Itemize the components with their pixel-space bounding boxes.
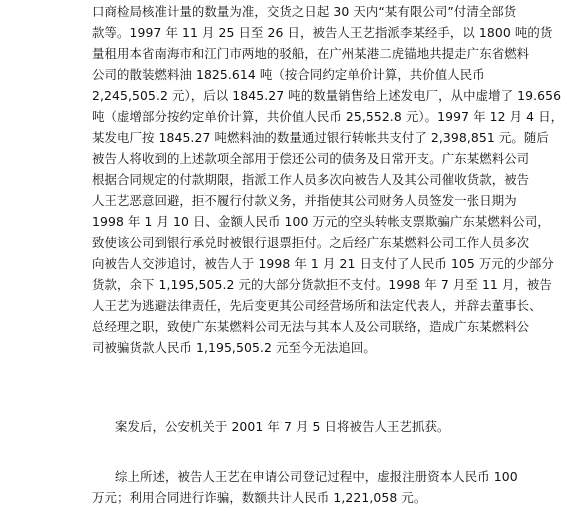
text-line: 根据合同规定的付款期限，指派工作人员多次向被告人及其公司催收货款，被告 (92, 172, 530, 187)
text-line: 致使该公司到银行承兑时被银行退票拒付。之后经广东某燃料公司工作人员多次 (92, 235, 530, 250)
text-line: 向被告人交涉追讨，被告人于 1998 年 1 月 21 日支付了人民币 105 万元的少部分 (92, 256, 554, 271)
text-line: 被告人将收到的上述款项全部用于偿还公司的债务及日常开支。广东某燃料公司 (92, 151, 530, 166)
text-line: 总经理之职，致使广东某燃料公司无法与其本人及公司联络，造成广东某燃料公 (92, 319, 530, 334)
text-line: 万元；利用合同进行诈骗，数额共计人民币 1,221,058 元。 (92, 490, 427, 505)
text-line: 1998 年 1 月 10 日、金额人民币 100 万元的空头转帐支票欺骗广东某燃料公司， (92, 214, 550, 229)
text-line: 案发后，公安机关于 2001 年 7 月 5 日将被告人王艺抓获。 (115, 419, 450, 434)
text-line: 司被骗货款人民币 1,195,505.2 元至今无法追回。 (92, 340, 376, 355)
text-line: 综上所述，被告人王艺在申请公司登记过程中，虚报注册资本人民币 100 (115, 469, 518, 484)
text-line: 吨（虚增部分按约定单价计算，共价值人民币 25,552.8 元）。1997 年 12 月 4 日， (92, 109, 564, 124)
text-line: 量租用本省南海市和江门市两地的驳船，在广州某港二虎锚地共提走广东省燃料 (92, 46, 530, 61)
text-line: 款等。1997 年 11 月 25 日至 26 日，被告人王艺指派李某经手，以 1800 吨的货 (92, 25, 553, 40)
text-line: 货款，余下 1,195,505.2 元的大部分货款拒不支付。1998 年 7 月至 11 月，被告 (92, 277, 552, 292)
text-line: 人王艺为逃避法律责任，先后变更其公司经营场所和法定代表人，并辞去董事长、 (92, 298, 542, 313)
text-line: 人王艺恶意回避，拒不履行付款义务，并指使其公司财务人员签发一张日期为 (92, 193, 517, 208)
text-line: 2,245,505.2 元），后以 1845.27 吨的数量销售给上述发电厂，从中虚增了 19.656 (92, 88, 562, 103)
text-line: 某发电厂按 1845.27 吨燃料油的数量通过银行转帐共支付了 2,398,851 元。随后 (92, 130, 549, 145)
text-line: 公司的散装燃料油 1825.614 吨（按合同约定单价计算，共价值人民币 (92, 67, 485, 82)
text-line: 口商检局核准计量的数量为准，交货之日起 30 天内“某有限公司”付清全部货 (92, 4, 517, 19)
